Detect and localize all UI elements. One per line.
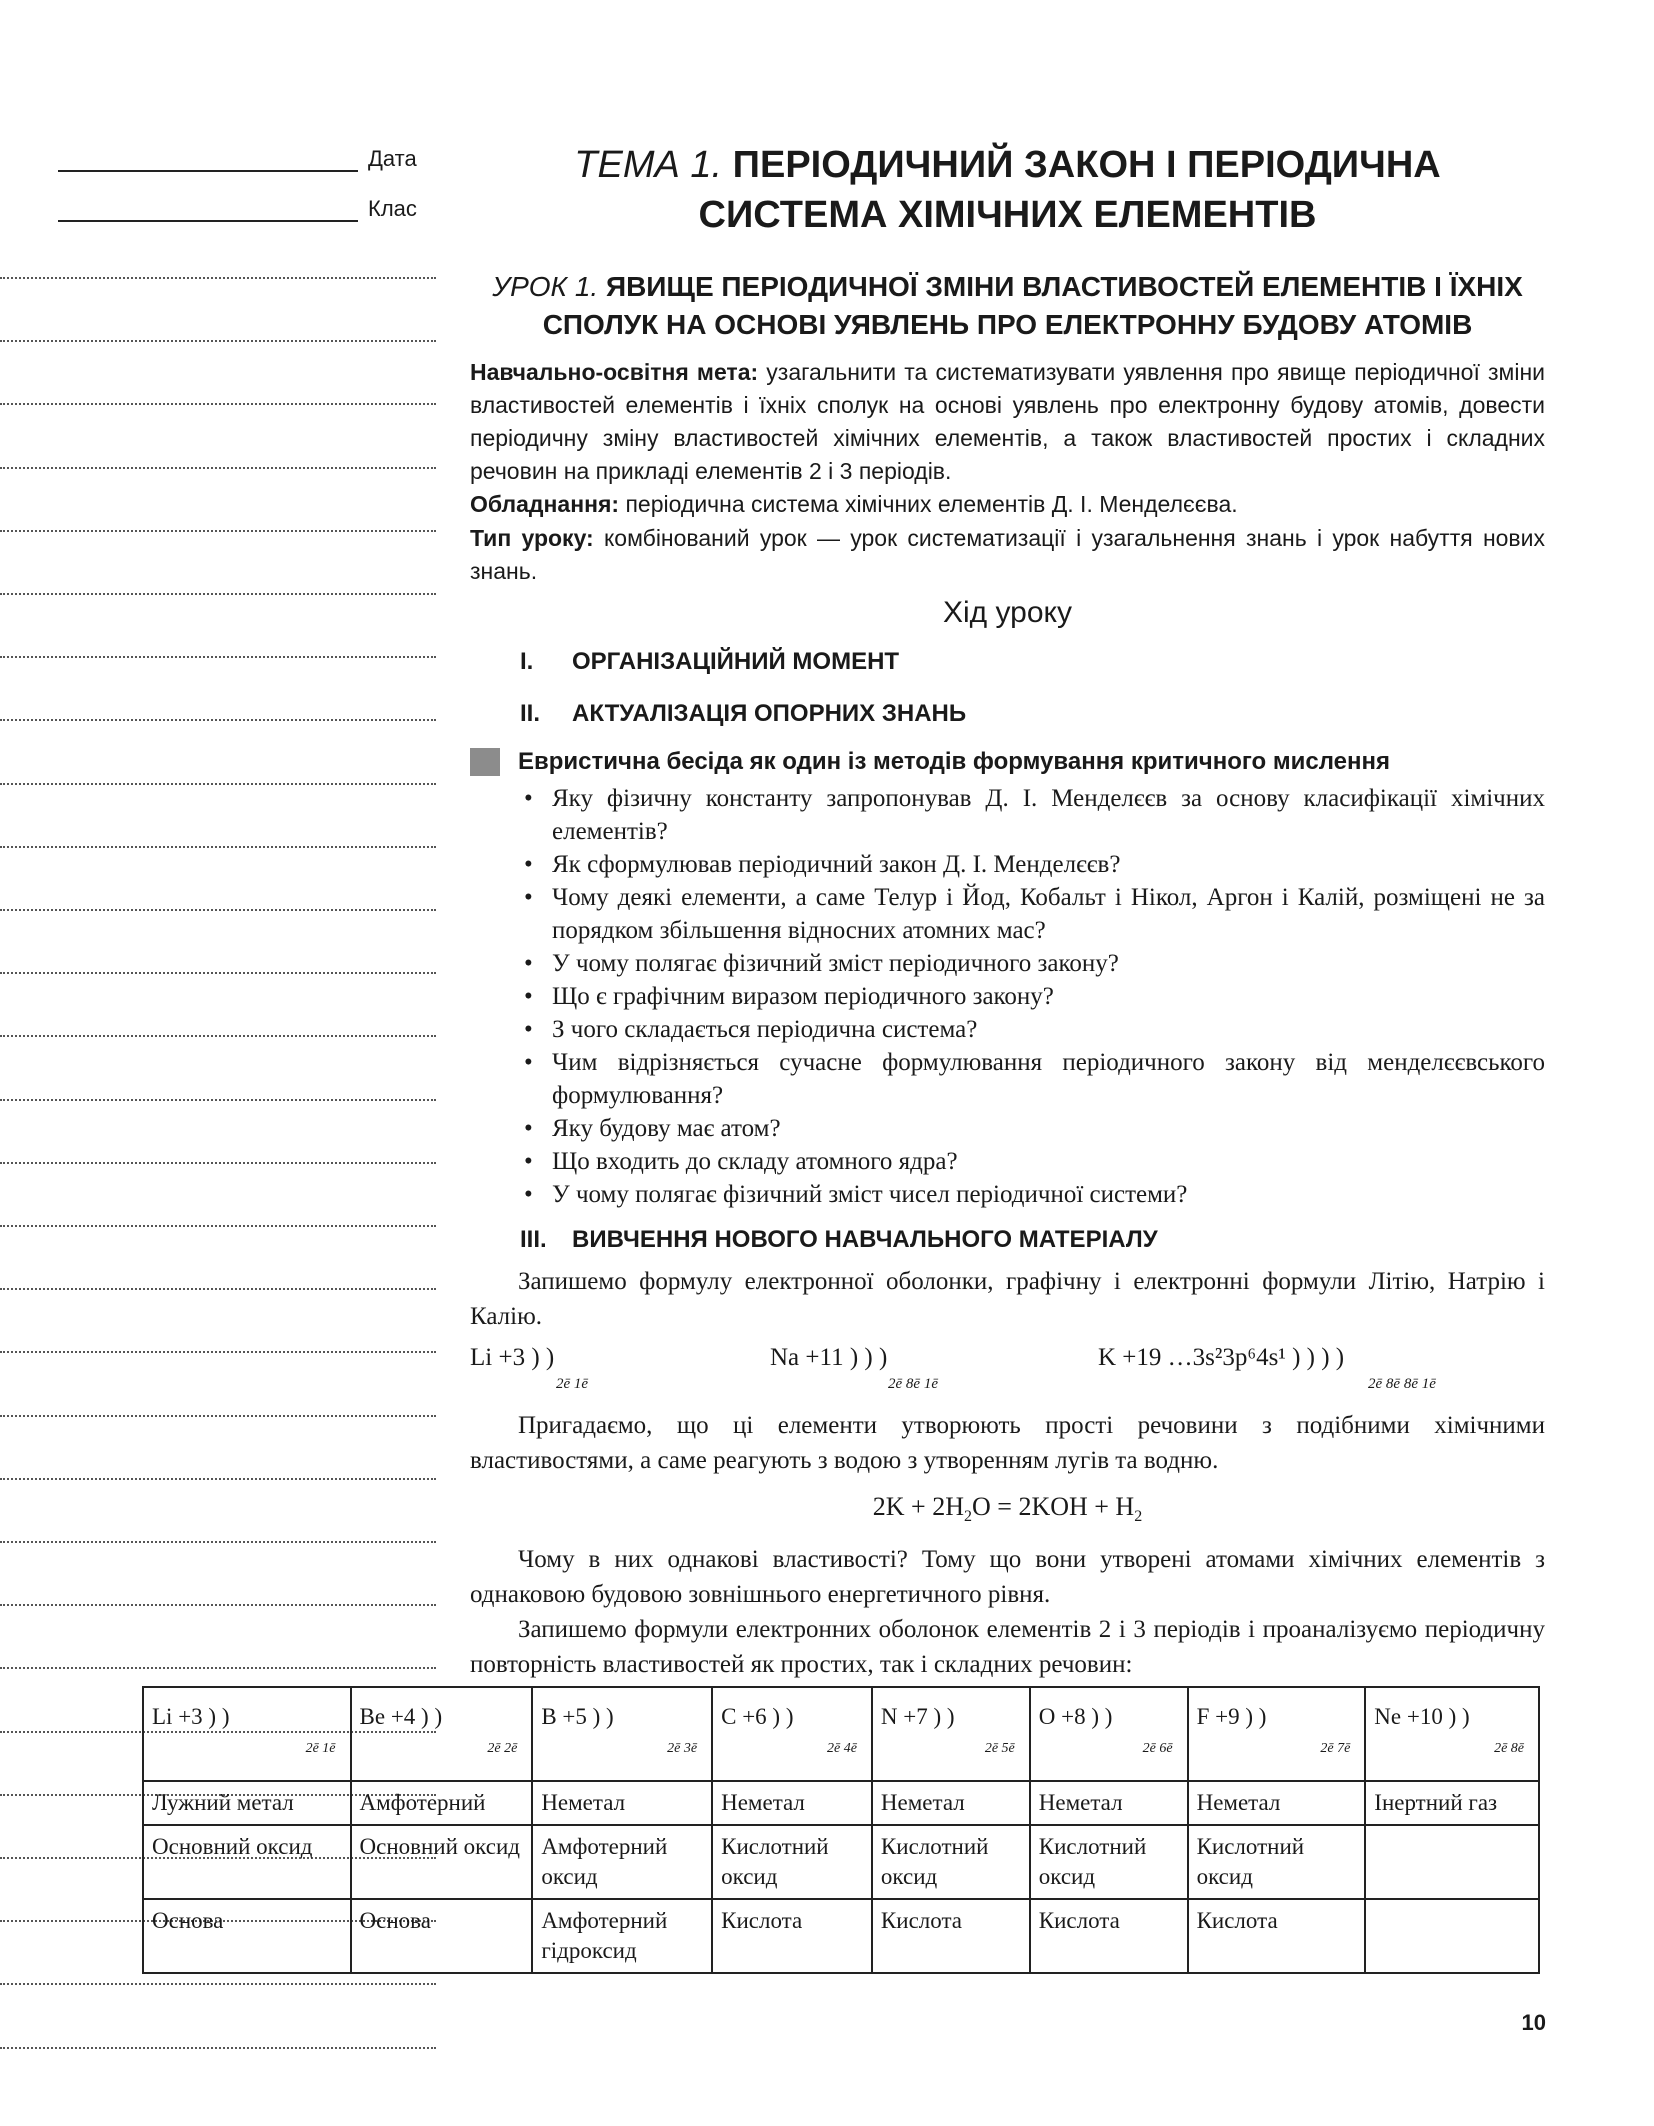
list-item: • Яку фізичну константу запропонував Д. І. Менделєєв за основу класифікації хімічних елементів? [520,782,1545,848]
dotted-note-line[interactable] [0,593,436,595]
section-2-title: АКТУАЛІЗАЦІЯ ОПОРНИХ ЗНАНЬ [572,700,967,727]
table-cell-simple-substance: Неметал [1188,1781,1366,1825]
section-3-heading [520,1226,1158,1254]
body-paragraph-1: Запишемо формулу електронної оболонки, графічну і електронні формули Літію, Натрію і Калію. [470,1268,1545,1330]
element-shell-label: O +8 ) ) [1038,1704,1113,1729]
dotted-note-line[interactable] [0,1351,436,1353]
lesson-prefix: УРОК 1. [492,271,599,302]
gray-square-marker [470,748,500,776]
table-row [143,1781,1539,1825]
dotted-note-line[interactable] [0,1478,436,1480]
body-paragraph-3: Чому в них однакові властивості? Тому що вони утворені атомами хімічних елементів з однаковою будовою зовнішнього енергетичного рівня. [470,1546,1545,1608]
element-shell-electrons: 2ē 4ē [826,1741,857,1756]
table-cell-simple-substance: Неметал [532,1781,712,1825]
k-shell: K +19 …3s²3p⁶4s¹ ) ) ) ) [1098,1344,1345,1371]
dotted-note-line[interactable] [0,846,436,848]
section-3-number: III. [520,1226,547,1253]
table-cell-oxide: Кислотний оксид [872,1825,1030,1899]
dotted-note-line[interactable] [0,1604,436,1606]
equation-part1: 2K + 2H [872,1492,964,1521]
list-item: • У чому полягає фізичний зміст періодичного закону? [520,947,1545,980]
reaction-equation [470,1492,1545,1526]
class-line[interactable] [58,198,358,222]
table-row [143,1687,1539,1781]
table-cell-shell [712,1687,872,1781]
element-shell-electrons: 2ē 6ē [1142,1741,1173,1756]
table-cell-oxide [1365,1825,1539,1899]
element-shell-electrons: 2ē 7ē [1320,1741,1351,1756]
li-shell: Li +3 ) ) [470,1344,555,1371]
dotted-note-line[interactable] [0,1288,436,1290]
element-shell-label: F +9 ) ) [1196,1704,1267,1729]
table-cell-shell [1365,1687,1539,1781]
theme-title-line2: СИСТЕМА ХІМІЧНИХ ЕЛЕМЕНТІВ [698,194,1317,236]
heuristic-heading [470,748,1390,776]
dotted-note-line[interactable] [0,1983,436,1985]
theme-title-line1: ПЕРІОДИЧНИЙ ЗАКОН І ПЕРІОДИЧНА [732,144,1441,186]
lesson-type-paragraph [470,522,1545,588]
element-shell-label: Be +4 ) ) [359,1704,443,1729]
table-cell-hydroxide: Кислота [872,1899,1030,1973]
table-cell-shell [872,1687,1030,1781]
na-shell: Na +11 ) ) ) [770,1344,888,1371]
body-paragraph-2: Пригадаємо, що ці елементи утворюють прості речовини з подібними хімічними властивостями, а саме реагують з водою з утворенням лугів та водню. [470,1412,1545,1474]
dotted-note-line[interactable] [0,1667,436,1669]
list-item: • З чого складається періодична система? [520,1013,1545,1046]
lesson-type-label: Тип уроку: [470,525,594,551]
dotted-note-line[interactable] [0,1415,436,1417]
section-2-heading [520,700,966,728]
class-label: Клас [368,196,417,221]
table-cell-oxide: Основний оксид [143,1825,351,1899]
dotted-note-line[interactable] [0,656,436,658]
li-shell-formula [470,1344,589,1392]
table-cell-oxide: Кислотний оксид [1030,1825,1188,1899]
table-cell-hydroxide: Кислота [712,1899,872,1973]
lesson-progress-heading: Хід уроку [942,596,1072,629]
dotted-note-line[interactable] [0,1225,436,1227]
table-cell-oxide: Кислотний оксид [712,1825,872,1899]
list-item: • Яку будову має атом? [520,1112,1545,1145]
k-shell-electrons: 2ē 8ē 8ē 1ē [1368,1376,1436,1392]
table-cell-shell [143,1687,351,1781]
dotted-note-line[interactable] [0,1162,436,1164]
table-row [143,1825,1539,1899]
list-item: • Що входить до складу атомного ядра? [520,1145,1545,1178]
table-cell-simple-substance: Неметал [712,1781,872,1825]
dotted-note-line[interactable] [0,719,436,721]
heuristic-title: Евристична бесіда як один із методів формування критичного мислення [518,748,1391,775]
table-cell-simple-substance: Неметал [1030,1781,1188,1825]
element-shell-electrons: 2ē 5ē [984,1741,1015,1756]
table-cell-shell [1188,1687,1366,1781]
element-shell-electrons: 2ē 2ē [487,1741,518,1756]
dotted-note-line[interactable] [0,2047,436,2049]
question-list [520,782,1545,1211]
dotted-note-line[interactable] [0,783,436,785]
date-line[interactable] [58,148,358,172]
dotted-note-line[interactable] [0,1035,436,1037]
na-shell-electrons: 2ē 8ē 1ē [888,1376,938,1392]
dotted-note-line[interactable] [0,1099,436,1101]
dotted-note-line[interactable] [0,467,436,469]
na-shell-formula [770,1344,938,1392]
dotted-note-line[interactable] [0,403,436,405]
table-cell-hydroxide: Кислота [1030,1899,1188,1973]
list-item: • Чим відрізняється сучасне формулювання періодичного закону від менделєєвського формулювання? [520,1046,1545,1112]
equation-sub2: 2 [1134,1508,1143,1526]
table-cell-shell [532,1687,712,1781]
list-item: • У чому полягає фізичний зміст чисел періодичної системи? [520,1178,1545,1211]
table-cell-hydroxide [1365,1899,1539,1973]
table-cell-oxide: Кислотний оксид [1188,1825,1366,1899]
table-cell-shell [1030,1687,1188,1781]
element-shell-electrons: 2ē 8ē [1494,1741,1524,1756]
table-cell-oxide: Основний оксид [351,1825,533,1899]
element-shell-electrons: 2ē 3ē [667,1741,698,1756]
section-2-number: II. [520,700,541,727]
table-cell-shell [351,1687,533,1781]
elements-properties-table [142,1686,1540,1974]
equation-sub1: 2 [964,1508,972,1526]
element-shell-label: Li +3 ) ) [152,1704,230,1729]
date-label: Дата [368,146,417,171]
dotted-note-line[interactable] [0,972,436,974]
li-shell-electrons: 2ē 1ē [556,1376,589,1392]
equipment-label: Обладнання: [470,491,620,517]
dotted-note-line[interactable] [0,530,436,532]
date-field[interactable] [58,146,417,172]
class-field[interactable] [58,196,417,222]
table-row [143,1899,1539,1973]
section-1-number: I. [520,648,534,675]
table-cell-hydroxide: Амфотерний гідроксид [532,1899,712,1973]
section-1-title: ОРГАНІЗАЦІЙНИЙ МОМЕНТ [572,648,900,675]
equipment-paragraph [470,488,1545,521]
element-shell-label: N +7 ) ) [880,1704,955,1729]
section-3-title: ВИВЧЕННЯ НОВОГО НАВЧАЛЬНОГО МАТЕРІАЛУ [572,1226,1158,1253]
goal-text: узагальнити та систематизувати уявлення про явище періодичної зміни властивостей елементів і їхніх сполук на основі уявлень про електронну будову атомів, довести періодичну зміну властивостей хімічних елементів, а також властивостей простих і складних речовин на прикладі елементів 2 і 3 періодів. [470,359,1545,484]
element-shell-label: C +6 ) ) [721,1704,794,1729]
table-cell-hydroxide: Основа [351,1899,533,1973]
element-shell-label: Ne +10 ) ) [1374,1704,1470,1729]
list-item: • Що є графічним виразом періодичного закону? [520,980,1545,1013]
list-item: • Як сформулював періодичний закон Д. І. Менделєєв? [520,848,1545,881]
dotted-note-line[interactable] [0,909,436,911]
goal-paragraph [470,356,1545,488]
page-number: 10 [1521,2010,1546,2035]
lesson-title [470,268,1545,344]
table-cell-hydroxide: Основа [143,1899,351,1973]
dotted-note-line[interactable] [0,340,436,342]
table-cell-hydroxide: Кислота [1188,1899,1366,1973]
dotted-note-line[interactable] [0,277,436,279]
lesson-title-line2: СПОЛУК НА ОСНОВІ УЯВЛЕНЬ ПРО ЕЛЕКТРОННУ БУДОВУ АТОМІВ [542,309,1473,340]
equation-part2: O = 2KOH + H [972,1492,1135,1521]
section-1-heading [520,648,899,676]
lesson-title-line1: ЯВИЩЕ ПЕРІОДИЧНОЇ ЗМІНИ ВЛАСТИВОСТЕЙ ЕЛЕМЕНТІВ І ЇХНІХ [605,271,1523,302]
list-item: • Чому деякі елементи, а саме Телур і Йод, Кобальт і Нікол, Аргон і Калій, розміщені не за порядком збільшення відносних атомних мас? [520,881,1545,947]
element-shell-electrons: 2ē 1ē [305,1741,336,1756]
table-cell-simple-substance: Амфотерний [351,1781,533,1825]
table-cell-simple-substance: Інертний газ [1365,1781,1539,1825]
equipment-text: періодична система хімічних елементів Д. І. Менделєєва. [625,491,1238,517]
dotted-note-line[interactable] [0,1541,436,1543]
lesson-type-text: комбінований урок — урок систематизації і узагальнення знань і урок набуття нових знань. [470,525,1545,584]
theme-title [470,140,1545,240]
goal-label: Навчально-освітня мета: [470,359,759,385]
table-cell-oxide: Амфотерний оксид [532,1825,712,1899]
table-cell-simple-substance: Неметал [872,1781,1030,1825]
table-cell-simple-substance: Лужний метал [143,1781,351,1825]
theme-prefix: ТЕМА 1. [574,144,723,186]
element-shell-label: B +5 ) ) [541,1704,614,1729]
body-paragraph-4: Запишемо формули електронних оболонок елементів 2 і 3 періодів і проаналізуємо періодичну повторність властивостей як простих, так і складних речовин: [470,1616,1545,1678]
k-shell-formula [1098,1344,1436,1392]
